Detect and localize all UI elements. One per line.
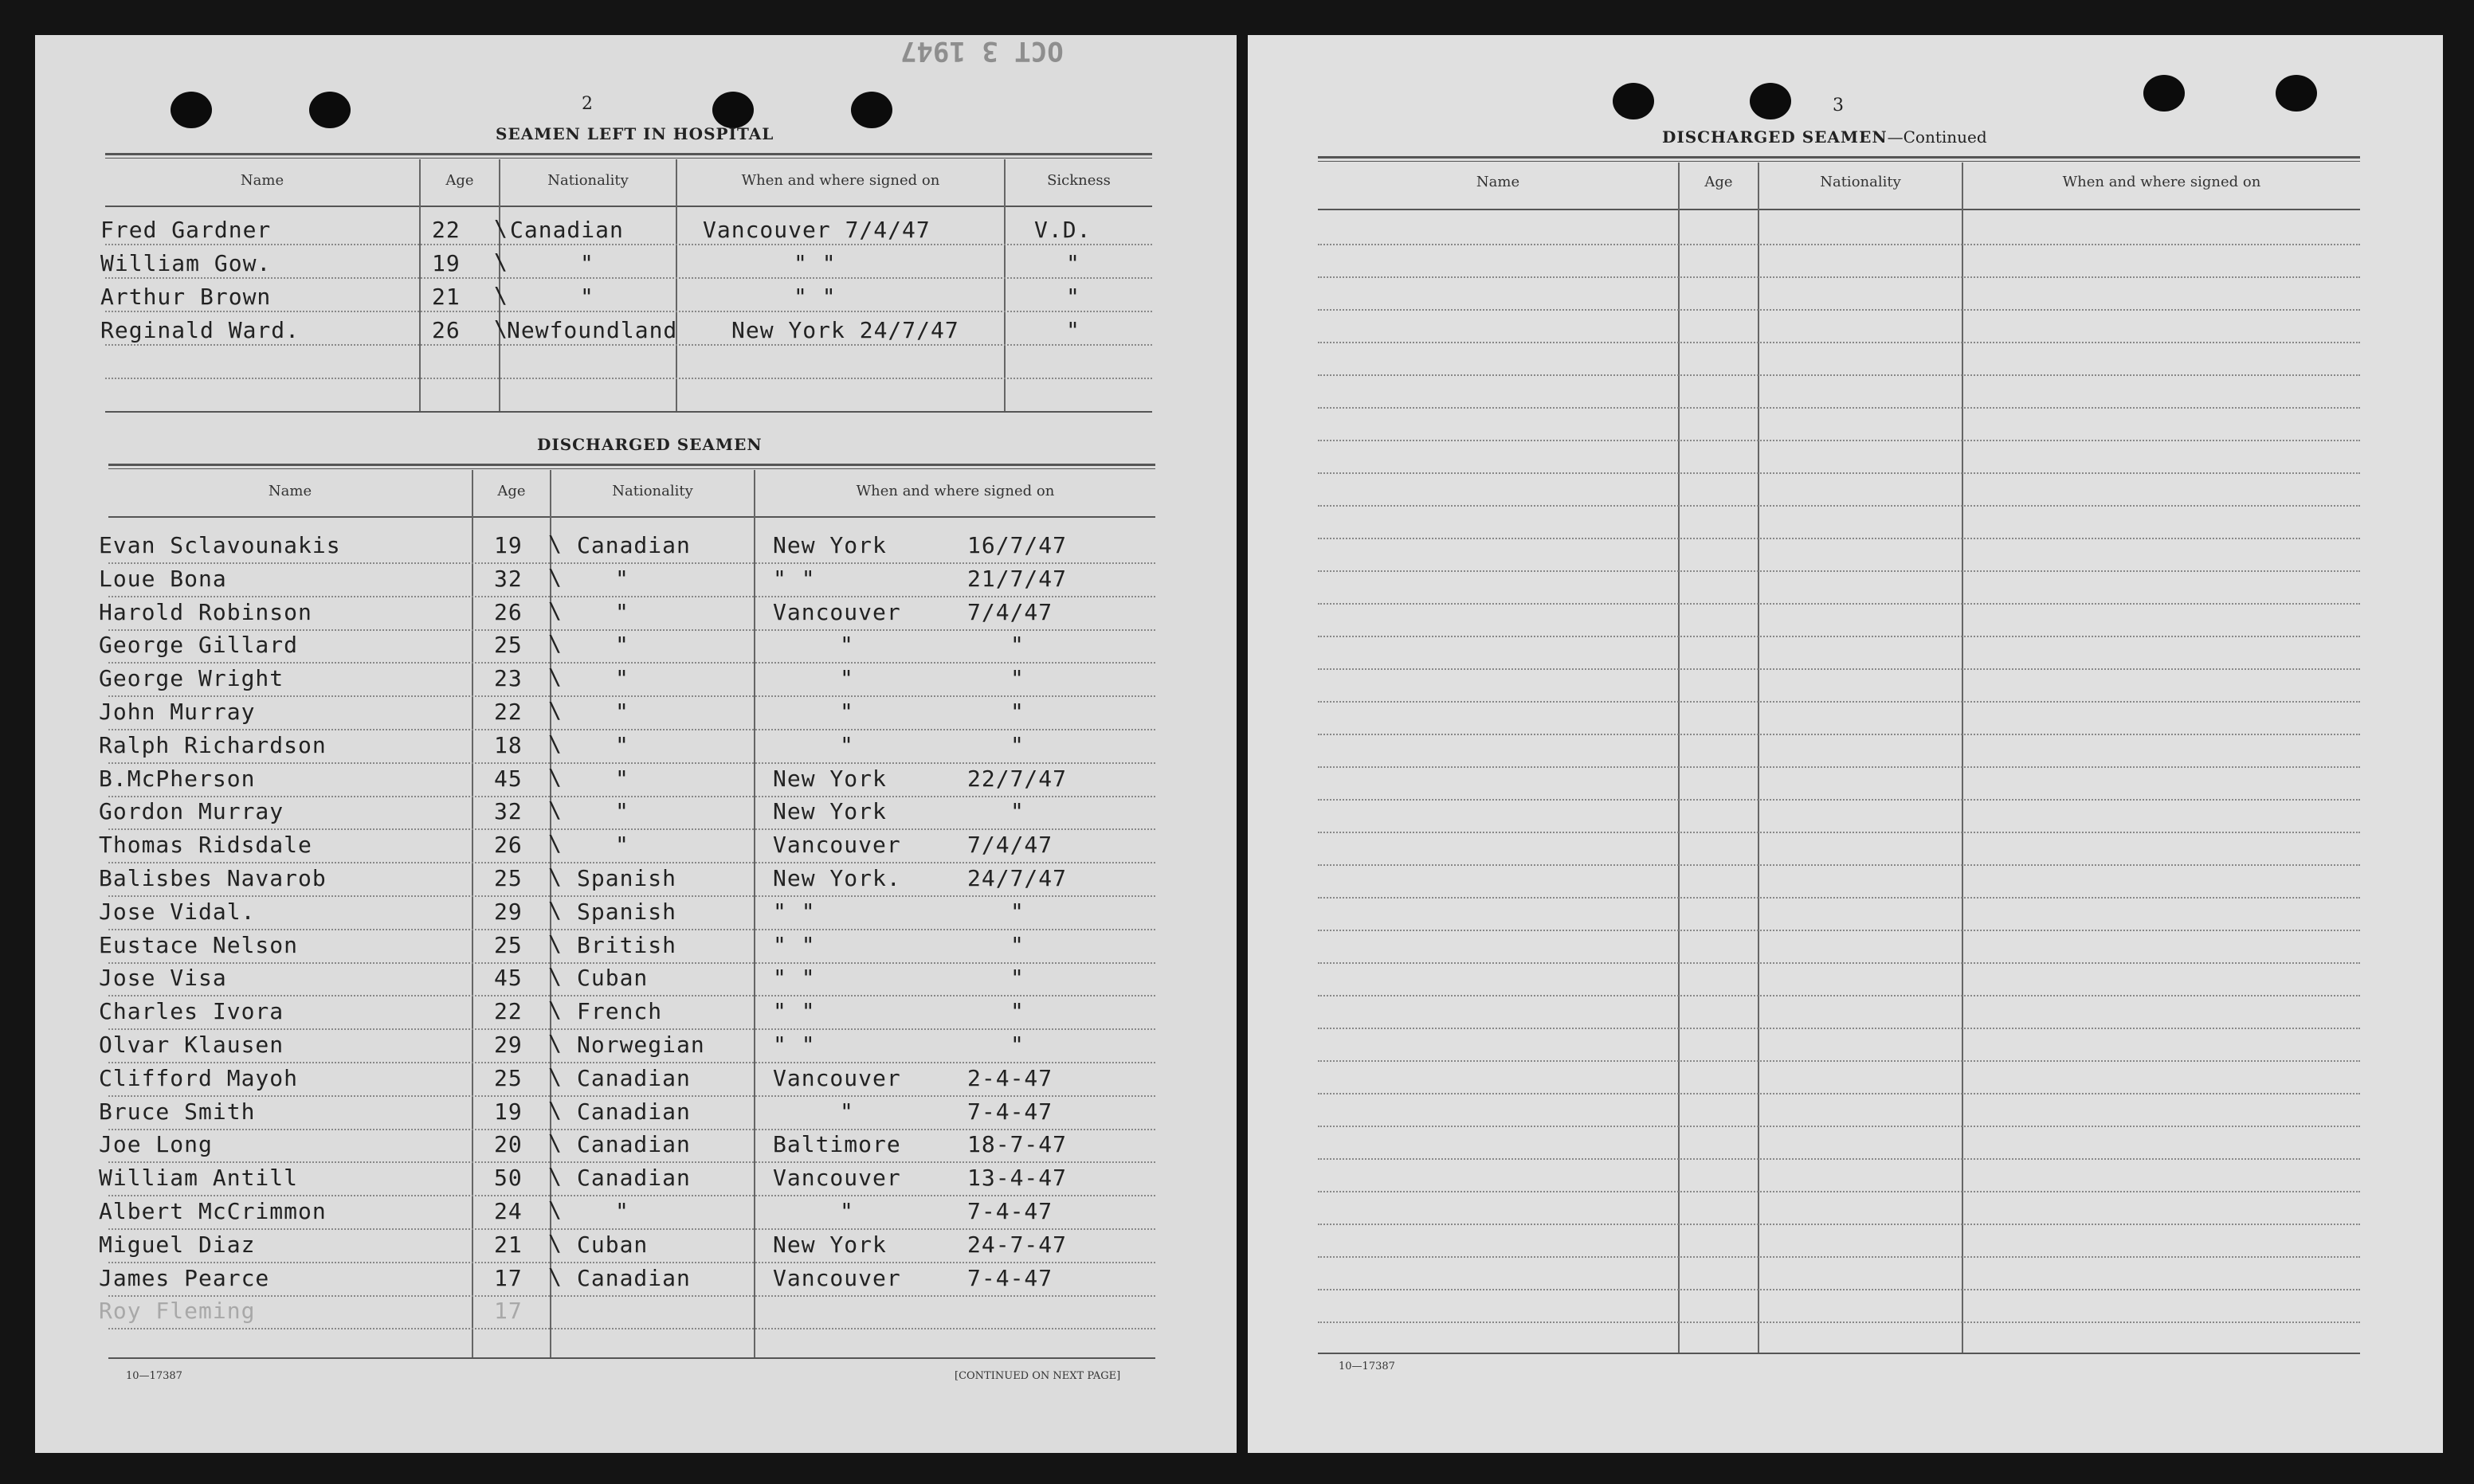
check-mark: \ (548, 531, 562, 557)
ruled-line (105, 378, 1152, 379)
seaman-signed-date: " (1010, 732, 1025, 758)
check-mark: \ (548, 597, 562, 624)
punch-hole (712, 92, 754, 128)
check-mark: \ (548, 564, 562, 590)
seaman-signed-place: New York (773, 798, 887, 824)
rule (105, 153, 1152, 155)
hospital-row-age: 22 (432, 217, 461, 243)
ruled-line (108, 1062, 1155, 1063)
ruled-line (108, 929, 1155, 930)
ruled-line (108, 828, 1155, 830)
seaman-nationality: " (615, 699, 629, 725)
seaman-name: Clifford Mayoh (99, 1065, 299, 1091)
seaman-nationality: " (615, 832, 629, 858)
seaman-name: Jose Visa (99, 965, 227, 991)
ruled-line (108, 1161, 1155, 1163)
ruled-line (1318, 440, 2360, 441)
seaman-name: Evan Sclavounakis (99, 532, 341, 558)
seaman-nationality: " (615, 566, 629, 592)
check-mark: \ (548, 630, 562, 656)
seaman-age: 21 (494, 1231, 523, 1258)
ruled-line (108, 1129, 1155, 1130)
column-header-signed-on: When and where signed on (856, 483, 1055, 499)
seaman-signed-date: 16/7/47 (967, 532, 1068, 558)
hospital-row-nationality: " (580, 250, 594, 276)
hospital-row-nationality: " (580, 284, 594, 310)
seaman-nationality: " (615, 765, 629, 792)
hospital-row-nationality: Newfoundland (507, 317, 678, 343)
ruled-line (105, 311, 1152, 312)
continued-note: [CONTINUED ON NEXT PAGE] (955, 1370, 1121, 1382)
seaman-signed-place: " (840, 665, 854, 691)
seaman-signed-date: " (1010, 798, 1025, 824)
seaman-signed-place: " " (773, 566, 816, 592)
seaman-signed-date: 7-4-47 (967, 1098, 1053, 1125)
seaman-signed-date: " (1010, 998, 1025, 1024)
seaman-signed-place: Vancouver (773, 1265, 901, 1291)
ruled-line (108, 862, 1155, 863)
seaman-nationality: " (615, 599, 629, 625)
ruled-line (108, 596, 1155, 597)
seaman-name: Loue Bona (99, 566, 227, 592)
punch-hole (171, 92, 212, 128)
ruled-line (1318, 1093, 2360, 1094)
hospital-row-signed-on: " " (794, 250, 837, 276)
seaman-age: 26 (494, 599, 523, 625)
rule (1318, 1353, 2360, 1354)
page-number: 3 (1833, 96, 1844, 116)
hospital-row-age: 19 (432, 250, 461, 276)
ruled-line (108, 1328, 1155, 1329)
column-header-sickness: Sickness (1047, 172, 1111, 189)
ruled-line (108, 1095, 1155, 1097)
ruled-line (1318, 538, 2360, 539)
hospital-row-age: 26 (432, 317, 461, 343)
seaman-signed-date: " (1010, 665, 1025, 691)
ruled-line (1318, 276, 2360, 278)
ruled-line (1318, 832, 2360, 833)
seaman-signed-date: 7-4-47 (967, 1265, 1053, 1291)
hospital-row-sickness: " (1066, 250, 1080, 276)
ruled-line (105, 244, 1152, 245)
discharged-title: DISCHARGED SEAMEN (537, 435, 763, 454)
check-mark: \ (548, 1263, 562, 1290)
seaman-age: 45 (494, 965, 523, 991)
ruled-line (108, 1295, 1155, 1297)
column-header-nationality: Nationality (1820, 174, 1901, 190)
seaman-signed-place: " (840, 632, 854, 658)
seaman-nationality: Canadian (577, 1098, 691, 1125)
ruled-line (1318, 1126, 2360, 1127)
ruled-line (108, 629, 1155, 631)
rule (108, 516, 1155, 518)
ruled-line (1318, 570, 2360, 572)
seaman-nationality: Norwegian (577, 1032, 705, 1058)
check-mark: \ (548, 1196, 562, 1223)
seaman-name: Ralph Richardson (99, 732, 327, 758)
ruled-line (1318, 864, 2360, 866)
ruled-line (108, 796, 1155, 797)
seaman-signed-place: " " (773, 932, 816, 958)
check-mark: \ (548, 897, 562, 923)
ruled-line (1318, 701, 2360, 703)
ruled-line (1318, 342, 2360, 343)
ruled-line (1318, 407, 2360, 409)
seaman-name: George Wright (99, 665, 284, 691)
seaman-name: Harold Robinson (99, 599, 312, 625)
seaman-nationality: Cuban (577, 1231, 649, 1258)
ruled-line (108, 1195, 1155, 1196)
ruled-line (108, 762, 1155, 764)
rule (1318, 161, 2360, 162)
title-continued: —Continued (1887, 127, 1987, 147)
column-header-age: Age (445, 172, 474, 189)
seaman-nationality: " (615, 632, 629, 658)
hospital-row-age: 21 (432, 284, 461, 310)
check-mark: \ (548, 930, 562, 957)
ruled-line (1318, 309, 2360, 311)
seaman-signed-date: 24/7/47 (967, 865, 1068, 891)
seaman-signed-date: 7-4-47 (967, 1198, 1053, 1224)
ruled-line (1318, 1158, 2360, 1160)
column-divider (754, 470, 755, 1357)
column-header-age: Age (1704, 174, 1733, 190)
seaman-signed-date: 2-4-47 (967, 1065, 1053, 1091)
check-mark: \ (548, 963, 562, 989)
ruled-line (1318, 1028, 2360, 1029)
seaman-nationality: Canadian (577, 1131, 691, 1157)
check-mark: \ (548, 1130, 562, 1156)
seaman-signed-date: 7/4/47 (967, 832, 1053, 858)
ruled-line (108, 995, 1155, 997)
check-mark: \ (548, 730, 562, 757)
punch-hole (1613, 83, 1654, 119)
seaman-signed-place: Vancouver (773, 1065, 901, 1091)
seaman-age: 29 (494, 1032, 523, 1058)
hospital-row-name: William Gow. (100, 250, 272, 276)
seaman-age: 25 (494, 932, 523, 958)
seaman-signed-date: " (1010, 1032, 1025, 1058)
ruled-line (1318, 603, 2360, 605)
seaman-name: Balisbes Navarob (99, 865, 327, 891)
seaman-name: George Gillard (99, 632, 299, 658)
check-mark: \ (494, 282, 508, 308)
column-divider (1004, 159, 1006, 411)
check-mark: \ (548, 764, 562, 790)
seaman-name: Charles Ivora (99, 998, 284, 1024)
date-stamp: OCT 3 1947 (900, 35, 1064, 67)
rule (108, 1357, 1155, 1359)
seaman-signed-date: " (1010, 899, 1025, 925)
check-mark: \ (494, 249, 508, 275)
column-header-nationality: Nationality (612, 483, 693, 499)
seaman-signed-place: Baltimore (773, 1131, 901, 1157)
seaman-name: Olvar Klausen (99, 1032, 284, 1058)
rule (1318, 209, 2360, 210)
column-header-age: Age (497, 483, 526, 499)
check-mark: \ (548, 697, 562, 723)
discharged-continued-title (1662, 127, 1987, 147)
seaman-signed-place: Vancouver (773, 1165, 901, 1191)
seaman-nationality: " (615, 798, 629, 824)
hospital-row-sickness: " (1066, 317, 1080, 343)
column-header-nationality: Nationality (547, 172, 629, 189)
seaman-age: 29 (494, 899, 523, 925)
check-mark: \ (548, 863, 562, 890)
column-header-name: Name (240, 172, 284, 189)
seaman-nationality: Spanish (577, 865, 677, 891)
hospital-row-nationality: Canadian (510, 217, 624, 243)
seaman-signed-place: " (840, 699, 854, 725)
check-mark: \ (548, 1030, 562, 1056)
seaman-signed-place: " (840, 1098, 854, 1125)
punch-hole (2143, 75, 2185, 112)
check-mark: \ (548, 664, 562, 690)
ruled-line (108, 695, 1155, 697)
check-mark: \ (494, 315, 508, 342)
seaman-age: 23 (494, 665, 523, 691)
seaman-nationality: " (615, 665, 629, 691)
seaman-age: 22 (494, 998, 523, 1024)
check-mark: \ (548, 1097, 562, 1123)
seaman-age: 50 (494, 1165, 523, 1191)
seaman-nationality: Canadian (577, 1165, 691, 1191)
hospital-row-signed-on: New York 24/7/47 (731, 317, 959, 343)
column-header-signed-on: When and where signed on (2062, 174, 2261, 190)
seaman-name: B.McPherson (99, 765, 256, 792)
ruled-line (1318, 799, 2360, 801)
seaman-signed-date: 22/7/47 (967, 765, 1068, 792)
seaman-age: 22 (494, 699, 523, 725)
seaman-signed-place: Vancouver (773, 832, 901, 858)
rule (105, 158, 1152, 159)
form-number: 10—17387 (126, 1370, 182, 1382)
ruled-line (1318, 1224, 2360, 1225)
seaman-age: 26 (494, 832, 523, 858)
seaman-nationality: Canadian (577, 532, 691, 558)
seaman-nationality: " (615, 732, 629, 758)
ruled-line (108, 562, 1155, 564)
ruled-line (1318, 374, 2360, 376)
ruled-line (1318, 930, 2360, 931)
ruled-line (1318, 505, 2360, 507)
hospital-row-name: Fred Gardner (100, 217, 272, 243)
punch-hole (309, 92, 351, 128)
ruled-line (1318, 244, 2360, 245)
seaman-age: 25 (494, 632, 523, 658)
seaman-name: Albert McCrimmon (99, 1198, 327, 1224)
seaman-signed-date: 13-4-47 (967, 1165, 1068, 1191)
rule (105, 206, 1152, 207)
seaman-name: Joe Long (99, 1131, 213, 1157)
check-mark: \ (548, 1163, 562, 1189)
ruled-line (108, 1228, 1155, 1230)
title-text: DISCHARGED SEAMEN (1662, 127, 1888, 147)
ruled-line (1318, 766, 2360, 768)
seaman-nationality: Canadian (577, 1265, 691, 1291)
seaman-age: 25 (494, 1065, 523, 1091)
column-divider (676, 159, 677, 411)
seaman-signed-place: New York. (773, 865, 901, 891)
seaman-age: 24 (494, 1198, 523, 1224)
form-number: 10—17387 (1339, 1361, 1395, 1372)
seaman-signed-place: New York (773, 532, 887, 558)
page-number: 2 (582, 94, 593, 114)
check-mark: \ (494, 215, 508, 241)
seaman-nationality: Cuban (577, 965, 649, 991)
ruled-line (1318, 962, 2360, 964)
ruled-line (108, 1262, 1155, 1263)
column-header-name: Name (1476, 174, 1520, 190)
seaman-signed-date: 21/7/47 (967, 566, 1068, 592)
ruled-line (1318, 668, 2360, 670)
seaman-name: Miguel Diaz (99, 1231, 256, 1258)
check-mark: \ (548, 997, 562, 1023)
seaman-signed-date: " (1010, 632, 1025, 658)
hospital-row-signed-on: " " (794, 284, 837, 310)
seaman-signed-place: " " (773, 965, 816, 991)
ruled-line (1318, 995, 2360, 997)
ruled-line (108, 1028, 1155, 1030)
check-mark: \ (548, 797, 562, 823)
rule (1318, 156, 2360, 159)
seaman-name: James Pearce (99, 1265, 270, 1291)
seaman-signed-place: " (840, 732, 854, 758)
seaman-signed-place: " " (773, 998, 816, 1024)
ruled-line (1318, 1060, 2360, 1062)
hospital-row-name: Arthur Brown (100, 284, 272, 310)
ruled-line (1318, 1256, 2360, 1258)
ruled-line (1318, 1289, 2360, 1290)
seaman-name: Thomas Ridsdale (99, 832, 312, 858)
hospital-row-sickness: " (1066, 284, 1080, 310)
column-header-signed-on: When and where signed on (741, 172, 940, 189)
column-divider (472, 470, 473, 1357)
seaman-age: 19 (494, 532, 523, 558)
check-mark: \ (548, 830, 562, 856)
seaman-name: John Murray (99, 699, 256, 725)
rule (108, 464, 1155, 466)
right-page (1248, 35, 2443, 1453)
hospital-row-name: Reginald Ward. (100, 317, 300, 343)
seaman-name: Roy Fleming (99, 1298, 256, 1324)
seaman-nationality: British (577, 932, 677, 958)
punch-hole (1750, 83, 1791, 119)
seaman-nationality: French (577, 998, 663, 1024)
ruled-line (108, 662, 1155, 664)
rule (105, 411, 1152, 413)
seaman-signed-place: New York (773, 765, 887, 792)
seaman-signed-place: " " (773, 1032, 816, 1058)
hospital-row-signed-on: Vancouver 7/4/47 (703, 217, 931, 243)
hospital-title: SEAMEN LEFT IN HOSPITAL (496, 124, 774, 143)
ruled-line (1318, 636, 2360, 637)
ruled-line (1318, 1191, 2360, 1192)
seaman-age: 19 (494, 1098, 523, 1125)
punch-hole (851, 92, 892, 128)
seaman-age: 25 (494, 865, 523, 891)
hospital-row-sickness: V.D. (1034, 217, 1092, 243)
column-header-name: Name (268, 483, 312, 499)
seaman-age: 32 (494, 566, 523, 592)
seaman-signed-date: " (1010, 965, 1025, 991)
seaman-signed-date: " (1010, 932, 1025, 958)
seaman-signed-place: New York (773, 1231, 887, 1258)
ruled-line (108, 962, 1155, 964)
seaman-signed-place: Vancouver (773, 599, 901, 625)
punch-hole (2276, 75, 2317, 112)
seaman-signed-date: 7/4/47 (967, 599, 1053, 625)
seaman-age: 45 (494, 765, 523, 792)
seaman-age: 17 (494, 1265, 523, 1291)
ruled-line (105, 277, 1152, 279)
seaman-nationality: " (615, 1198, 629, 1224)
ruled-line (108, 729, 1155, 730)
ruled-line (1318, 472, 2360, 474)
seaman-name: Jose Vidal. (99, 899, 256, 925)
seaman-signed-date: 18-7-47 (967, 1131, 1068, 1157)
check-mark: \ (548, 1063, 562, 1090)
seaman-age: 18 (494, 732, 523, 758)
seaman-signed-date: " (1010, 699, 1025, 725)
check-mark: \ (548, 1230, 562, 1256)
column-divider (419, 159, 421, 411)
seaman-age: 17 (494, 1298, 523, 1324)
ruled-line (1318, 897, 2360, 899)
seaman-name: William Antill (99, 1165, 299, 1191)
seaman-age: 20 (494, 1131, 523, 1157)
ruled-line (105, 344, 1152, 346)
seaman-signed-place: " " (773, 899, 816, 925)
seaman-nationality: Spanish (577, 899, 677, 925)
seaman-signed-date: 24-7-47 (967, 1231, 1068, 1258)
seaman-name: Eustace Nelson (99, 932, 299, 958)
seaman-name: Bruce Smith (99, 1098, 256, 1125)
seaman-age: 32 (494, 798, 523, 824)
seaman-signed-place: " (840, 1198, 854, 1224)
rule (108, 468, 1155, 469)
ruled-line (1318, 1322, 2360, 1323)
seaman-name: Gordon Murray (99, 798, 284, 824)
seaman-nationality: Canadian (577, 1065, 691, 1091)
ruled-line (1318, 734, 2360, 735)
ruled-line (108, 895, 1155, 897)
